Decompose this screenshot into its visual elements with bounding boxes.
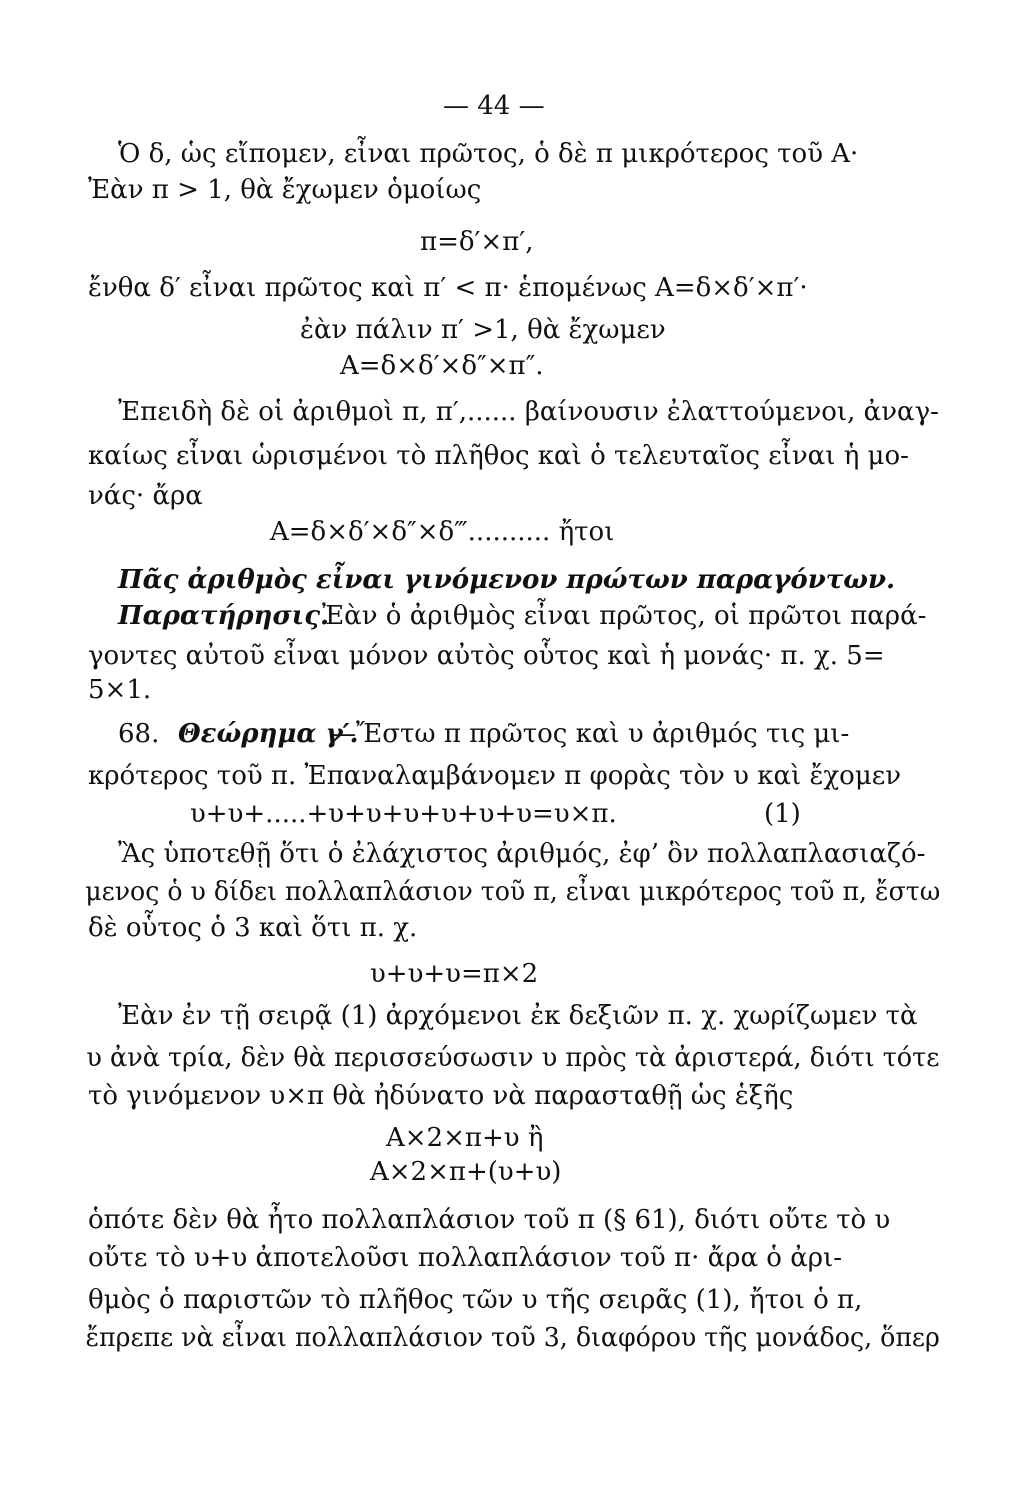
theorem-heading: Θεώρημα γ′.	[178, 719, 359, 749]
remark-heading: Παρατήρησις.	[118, 601, 330, 631]
section-number: 68.	[118, 719, 160, 749]
equation-number: (1)	[764, 799, 801, 829]
document-page: — 44 — Ὁ δ, ὡς εἴπομεν, εἶναι πρῶτος, ὁ δὲ π μικρότερος τοῦ Α· Ἐὰν π > 1, θὰ ἔχωμεν ὁμοίως π=δ′×π′, ἔνθα δ′ εἶναι πρῶτος καὶ π′ < π· ἑπομένως Α=δ×δ′×π′· ἐὰν πάλιν π′ >1, θὰ ἔχωμεν Α=δ×δ′×δ″×π″. Ἐπειδὴ δὲ οἱ ἀριθμοὶ π, π′,...... βαίνουσιν ἐλαττούμενοι, ἀναγ- καίως εἶναι ὡρισμένοι τὸ πλῆθος καὶ ὁ τελευταῖος εἶναι ἡ μο- νάς· ἄρα Α=δ×δ′×δ″×δ‴.......... ἤτοι Πᾶς ἀριθμὸς εἶναι γινόμενον πρώτων παραγόντων. Παρατήρησις. Ἐὰν ὁ ἀριθμὸς εἶναι πρῶτος, οἱ πρῶτοι παρά- γοντες αὐτοῦ εἶναι μόνον αὐτὸς οὗτος καὶ ἡ μονάς· π. χ. 5= 5×1. 68. Θεώρημα γ′. —Ἔστω π πρῶτος καὶ υ ἀριθμός τις μι- κρότερος τοῦ π. Ἐπαναλαμβάνομεν π φορὰς τὸν υ καὶ ἔχομεν υ+υ+.....+υ+υ+υ+υ+υ+υ=υ×π. (1) Ἂς ὑποτεθῇ ὅτι ὁ ἐλάχιστος ἀριθμός, ἐφ’ ὃν πολλαπλασιαζό- μενος ὁ υ δίδει πολλαπλάσιον τοῦ π, εἶναι μικρότερος τοῦ π, ἔστω δὲ οὗτος ὁ 3 καὶ ὅτι π. χ. υ+υ+υ=π×2 Ἐὰν ἐν τῇ σειρᾷ (1) ἀρχόμενοι ἐκ δεξιῶν π. χ. χωρίζωμεν τὰ υ ἀνὰ τρία, δὲν θὰ περισσεύσωσιν υ πρὸς τὰ ἀριστερά, διότι τότε τὸ γινόμενον υ×π θὰ ἠδύνατο νὰ παρασταθῇ ὡς ἑξῆς Α×2×π+υ ἢ Α×2×π+(υ+υ) ὁπότε δὲν θὰ ἦτο πολλαπλάσιον τοῦ π (§ 61), διότι οὔτε τὸ υ οὔτε τὸ υ+υ ἀποτελοῦσι πολλαπλάσιον τοῦ π· ἄρα ὁ ἀρι- θμὸς ὁ παριστῶν τὸ πλῆθος τῶν υ τῆς σειρᾶς (1), ἤτοι ὁ π, ἔπρεπε νὰ εἶναι πολλαπλάσιον τοῦ 3, διαφόρου τῆς μονάδος, ὅπερ	[85, 91, 941, 1353]
